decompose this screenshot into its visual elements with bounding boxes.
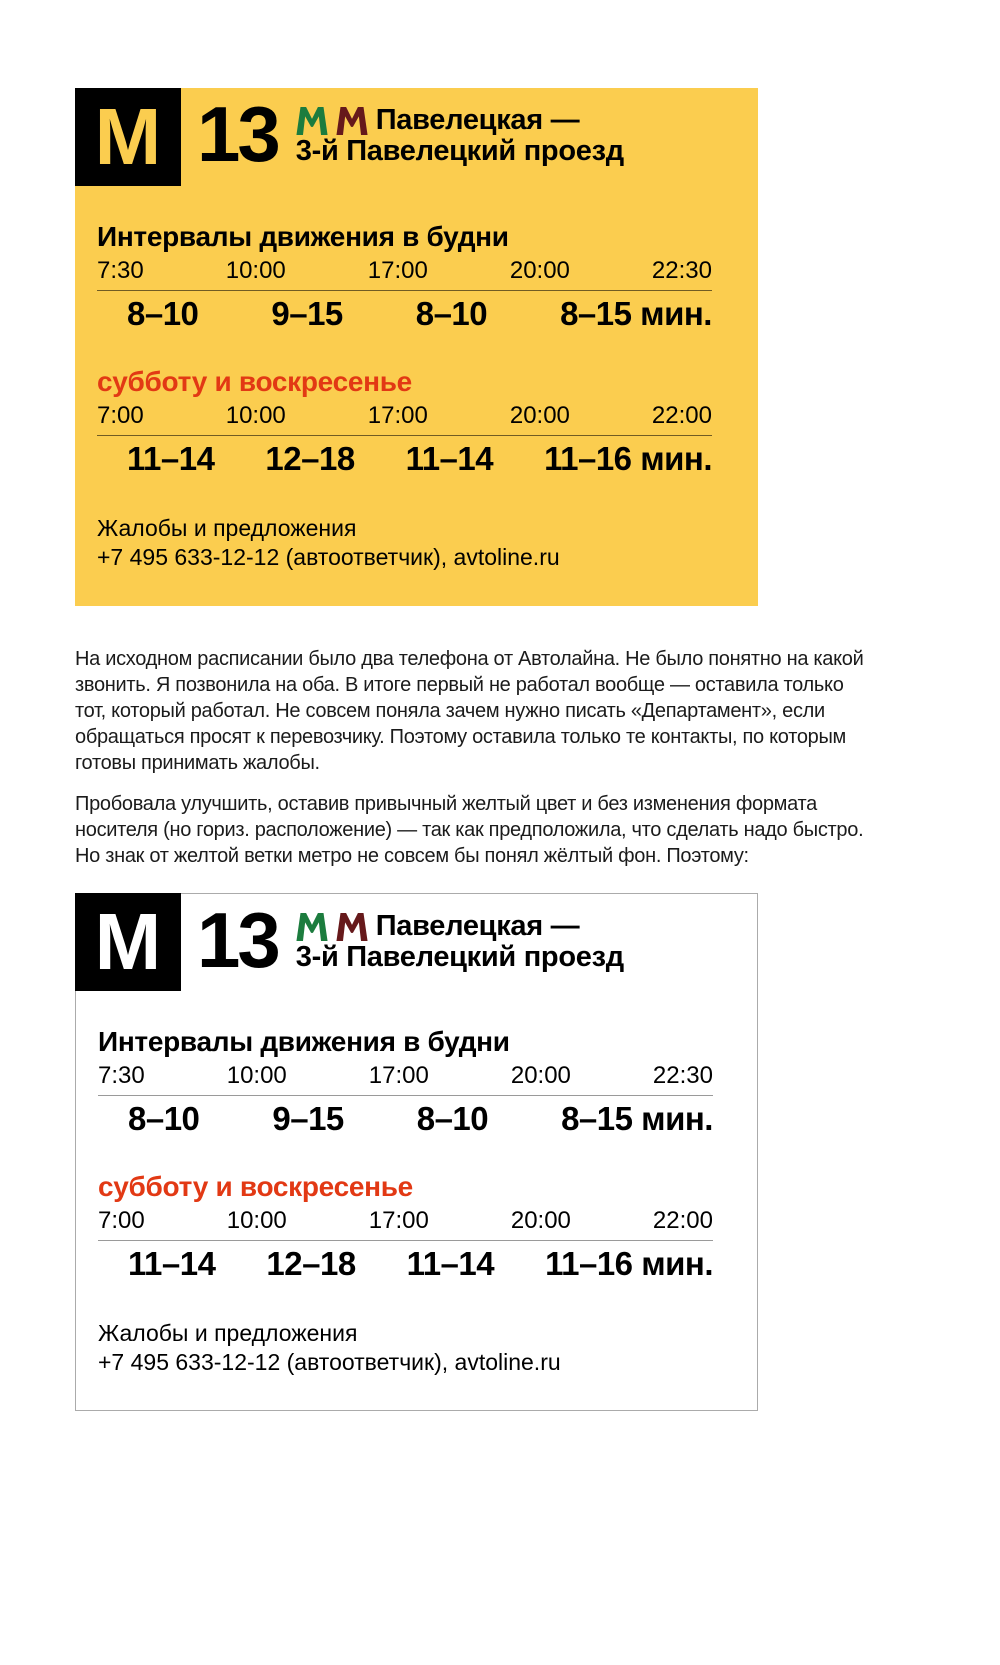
- interval-cell: 8–10: [128, 1100, 200, 1137]
- route-title-line1: Павелецкая —: [375, 910, 580, 942]
- metro-line-darkred-icon: [336, 107, 368, 135]
- weekend-heading: субботу и воскресенье: [97, 366, 412, 397]
- time-cell: 7:30: [97, 257, 144, 284]
- commentary: [75, 646, 875, 869]
- weekend-heading: субботу и воскресенье: [98, 1171, 413, 1202]
- interval-cell: 8–15 мин.: [561, 1100, 713, 1137]
- schedule-sign-white: [75, 893, 758, 1411]
- time-cell: 17:00: [367, 257, 428, 284]
- time-cell: 17:00: [368, 1207, 429, 1234]
- time-cell: 22:00: [651, 402, 712, 429]
- weekday-heading: Интервалы движения в будни: [98, 1026, 510, 1057]
- complaints-label: Жалобы и предложения: [97, 515, 357, 541]
- time-cell: 17:00: [368, 1062, 429, 1089]
- interval-cell: 8–10: [127, 295, 199, 332]
- interval-cell: 11–14: [405, 440, 494, 477]
- interval-cell: 8–10: [415, 295, 488, 332]
- time-cell: 20:00: [510, 1062, 571, 1089]
- time-cell: 10:00: [225, 257, 286, 284]
- time-cell: 7:00: [98, 1207, 145, 1234]
- complaints-block: [97, 514, 758, 572]
- time-cell: 17:00: [367, 402, 428, 429]
- route-title-line2: 3-й Павелецкий проезд: [295, 941, 624, 973]
- time-cell: 22:30: [652, 1062, 713, 1089]
- interval-cell: 9–15: [272, 1100, 344, 1137]
- route-number: 13: [197, 90, 278, 178]
- interval-cell: 8–15 мин.: [560, 295, 712, 332]
- metro-logo-square: [75, 893, 181, 991]
- route-title-line1: Павелецкая —: [375, 104, 580, 136]
- time-cell: 20:00: [509, 402, 570, 429]
- metro-logo-square: [75, 88, 181, 186]
- interval-cell: 8–10: [416, 1100, 489, 1137]
- commentary-paragraph-2: Пробовала улучшить, оставив привычный желтый цвет и без изменения формата носителя (но гориз. расположение) — так как предположила, что сделать надо быстро. Но знак от желтой ветки метро не совсем бы понял жёлтый фон. Поэтому:: [75, 793, 864, 867]
- time-cell: 10:00: [226, 1062, 287, 1089]
- metro-line-green-icon: [296, 913, 328, 941]
- metro-logo-letter: М: [94, 92, 162, 181]
- sign-header: [76, 894, 757, 991]
- interval-cell: 11–16 мин.: [544, 440, 712, 477]
- time-cell: 20:00: [510, 1207, 571, 1234]
- schedule-block: [97, 222, 712, 476]
- route-number: 13: [197, 896, 278, 984]
- interval-cell: 11–14: [406, 1245, 495, 1282]
- weekday-intervals-row: [97, 297, 712, 331]
- schedule-sign-yellow: [75, 88, 758, 606]
- time-cell: 10:00: [226, 1207, 287, 1234]
- metro-line-darkred-icon: [336, 913, 368, 941]
- complaints-label: Жалобы и предложения: [98, 1320, 358, 1346]
- weekend-times-row: [98, 1208, 713, 1241]
- weekend-times-row: [97, 403, 712, 436]
- commentary-paragraph-1: На исходном расписании было два телефона от Автолайна. Не было понятно на какой звонить. Я позвонила на оба. В итоге первый не работал вообще — оставила только тот, который работал. Не совсем поняла зачем нужно писать «Департамент», если обращаться просят к перевозчику. Поэтому оставила только те контакты, по которым готовы принимать жалобы.: [75, 648, 864, 774]
- time-cell: 7:30: [98, 1062, 145, 1089]
- time-cell: 10:00: [225, 402, 286, 429]
- weekday-times-row: [98, 1063, 713, 1096]
- weekend-intervals-row: [98, 1247, 713, 1281]
- interval-cell: 11–14: [128, 1245, 216, 1282]
- complaints-block: [98, 1319, 757, 1377]
- weekday-heading: Интервалы движения в будни: [97, 221, 509, 252]
- weekend-intervals-row: [97, 442, 712, 476]
- interval-cell: 9–15: [271, 295, 343, 332]
- interval-cell: 12–18: [265, 440, 355, 477]
- schedule-block: [98, 1027, 713, 1281]
- sign-header: [75, 88, 758, 186]
- interval-cell: 12–18: [266, 1245, 356, 1282]
- route-title-line2: 3-й Павелецкий проезд: [295, 135, 624, 167]
- metro-logo-letter: М: [94, 897, 162, 986]
- route-title: [296, 105, 624, 167]
- complaints-contact: +7 495 633-12-12 (автоответчик), avtoline.ru: [98, 1349, 561, 1375]
- weekday-intervals-row: [98, 1102, 713, 1136]
- time-cell: 20:00: [509, 257, 570, 284]
- time-cell: 22:30: [651, 257, 712, 284]
- time-cell: 22:00: [652, 1207, 713, 1234]
- metro-line-green-icon: [296, 107, 328, 135]
- weekday-times-row: [97, 258, 712, 291]
- route-title: [296, 911, 624, 973]
- interval-cell: 11–14: [127, 440, 215, 477]
- time-cell: 7:00: [97, 402, 144, 429]
- complaints-contact: +7 495 633-12-12 (автоответчик), avtoline.ru: [97, 544, 560, 570]
- interval-cell: 11–16 мин.: [545, 1245, 713, 1282]
